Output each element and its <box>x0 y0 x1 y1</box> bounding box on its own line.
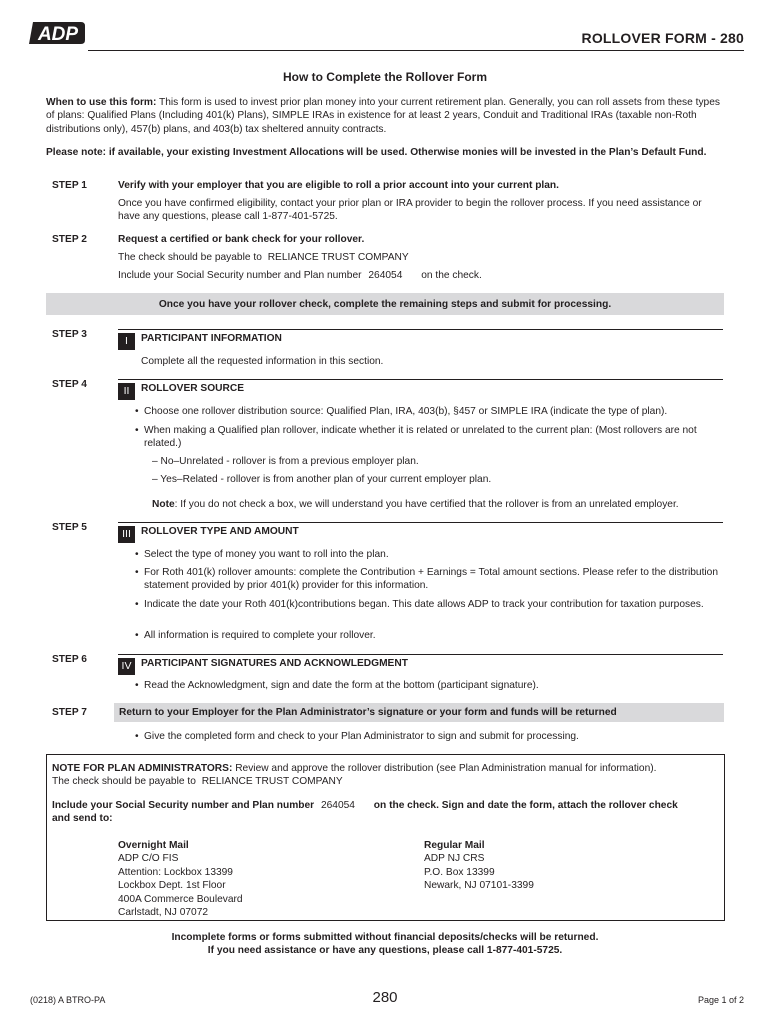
overnight-mail-address <box>118 839 368 920</box>
admin-plan-number: 264054 <box>320 800 355 811</box>
section-iii-numeral: III <box>118 526 135 543</box>
overnight-line: Lockbox Dept. 1st Floor <box>118 880 226 892</box>
step6-bullet1: • Read the Acknowledgment, sign and date the form at the bottom (participant signature). <box>144 679 724 692</box>
section-ii-numeral: II <box>118 383 135 400</box>
step4-bullet1: • Choose one rollover distribution source: Qualified Plan, IRA, 403(b), §457 or SIMPLE IRA (indicate the type of plan). <box>144 405 724 418</box>
step2-payee: RELIANCE TRUST COMPANY <box>267 252 409 263</box>
admin-payable-prefix: The check should be payable to <box>52 776 196 787</box>
section-iv-header <box>118 654 723 674</box>
section-iii-title: ROLLOVER TYPE AND AMOUNT <box>141 526 299 537</box>
footer-notice <box>0 931 770 958</box>
step5-bullet3: • Indicate the date your Roth 401(k)contributions began. This date allows ADP to track your contribution for taxation purposes. <box>144 598 724 611</box>
plan-administrator-box <box>46 754 725 921</box>
admin-send-to: and send to: <box>52 813 113 824</box>
admin-note-line <box>52 762 720 775</box>
page-number: 280 <box>372 989 398 1006</box>
step3-text: Complete all the requested information in this section. <box>141 356 384 367</box>
admin-payee: RELIANCE TRUST COMPANY <box>201 776 343 787</box>
step7-title-bar: Return to your Employer for the Plan Administrator’s signature or your form and funds will be returned <box>114 703 724 722</box>
section-i-title: PARTICIPANT INFORMATION <box>141 333 282 344</box>
step4-dash1: – No–Unrelated - rollover is from a previous employer plan. <box>152 456 419 467</box>
regular-line: P.O. Box 13399 <box>424 866 495 878</box>
regular-mail-address <box>424 839 674 893</box>
step4-note <box>152 498 724 511</box>
section-ii-header <box>118 379 723 399</box>
step1-title: Verify with your employer that you are eligible to roll a prior account into your current plan. <box>118 180 559 191</box>
step4-label: STEP 4 <box>52 379 87 390</box>
step2-title: Request a certified or bank check for your rollover. <box>118 234 365 245</box>
step2-include-prefix: Include your Social Security number and Plan number <box>118 270 362 281</box>
step5-label: STEP 5 <box>52 522 87 533</box>
page-heading: How to Complete the Rollover Form <box>282 70 487 84</box>
process-bar: Once you have your rollover check, complete the remaining steps and submit for processing. <box>46 293 724 315</box>
when-to-use-text: This form is used to invest prior plan money into your current retirement plan. Generally, you can roll assets from these types of plans: Qualified Plans (Including 401(k) Plans), SIMPLE IRAs in existence for at least 2 years, Conduit and Traditional IRAs (taxable non-Roth distributions only), 457(b) plans, and 403(b) tax sheltered annuity contracts. <box>46 97 720 135</box>
step2-label: STEP 2 <box>52 234 87 245</box>
admin-payable-line <box>52 775 343 788</box>
step4-bullet2: • When making a Qualified plan rollover, indicate whether it is related or unrelated to the current plan: (Most rollovers are not related.) <box>144 424 724 451</box>
please-note: Please note: if available, your existing Investment Allocations will be used. Otherwise monies will be invested in the Plan’s Default Fund. <box>46 147 707 158</box>
regular-line: ADP NJ CRS <box>424 853 485 865</box>
section-i-numeral: I <box>118 333 135 350</box>
page-of: Page 1 of 2 <box>697 995 744 1005</box>
step2-payable-line <box>118 251 723 264</box>
step4-note-label: Note <box>152 499 175 510</box>
adp-logo <box>27 18 87 48</box>
section-i-header <box>118 329 723 349</box>
overnight-line: Carlstadt, NJ 07072 <box>118 907 209 919</box>
logo-text: ADP <box>37 24 79 45</box>
step6-label: STEP 6 <box>52 654 87 665</box>
section-iv-title: PARTICIPANT SIGNATURES AND ACKNOWLEDGMENT <box>141 658 408 669</box>
form-title: ROLLOVER FORM - 280 <box>581 30 744 46</box>
step7-bullet1: • Give the completed form and check to your Plan Administrator to sign and submit for processing. <box>144 730 724 743</box>
overnight-line: 400A Commerce Boulevard <box>118 893 243 905</box>
step2-include-line <box>118 269 723 282</box>
section-ii-title: ROLLOVER SOURCE <box>141 383 245 394</box>
overnight-line: Attention: Lockbox 13399 <box>118 866 233 878</box>
step1-label: STEP 1 <box>52 180 87 191</box>
step4-dash2: – Yes–Related - rollover is from another plan of your current employer plan. <box>152 474 492 485</box>
regular-line: Newark, NJ 07101-3399 <box>424 880 534 892</box>
step7-label: STEP 7 <box>52 707 87 718</box>
step1-text: Once you have confirmed eligibility, contact your prior plan or IRA provider to begin the rollover process. If you need assistance or have any questions, please call 1-877-401-5725. <box>118 198 702 223</box>
when-to-use-paragraph <box>46 96 726 136</box>
step2-payable-prefix: The check should be payable to <box>118 252 262 263</box>
section-iv-numeral: IV <box>118 658 135 675</box>
step5-bullet1: • Select the type of money you want to roll into the plan. <box>144 548 724 561</box>
regular-mail-title: Regular Mail <box>424 840 485 851</box>
admin-include-line <box>52 799 720 812</box>
admin-include-suffix: on the check. Sign and date the form, attach the rollover check <box>373 800 678 811</box>
step5-bullet2: • For Roth 401(k) rollover amounts: complete the Contribution + Earnings = Total amount sections. Please refer to the distribution statement provided by prior 401(k) provider for this information. <box>144 566 724 593</box>
admin-note-text: Review and approve the rollover distribution (see Plan Administration manual for information). <box>232 763 657 774</box>
step3-label: STEP 3 <box>52 329 87 340</box>
footer-notice-line2: If you need assistance or have any questions, please call 1-877-401-5725. <box>207 945 563 957</box>
footer-notice-line1: Incomplete forms or forms submitted without financial deposits/checks will be returned. <box>171 932 599 943</box>
section-iii-header <box>118 522 723 542</box>
step5-bullet4: • All information is required to complete your rollover. <box>144 629 724 642</box>
when-to-use-label: When to use this form: <box>46 97 157 108</box>
overnight-line: ADP C/O FIS <box>118 853 179 865</box>
admin-include-prefix: Include your Social Security number and Plan number <box>52 800 315 811</box>
admin-note-label: NOTE FOR PLAN ADMINISTRATORS: <box>52 763 233 774</box>
form-code: (0218) A BTRO-PA <box>30 995 106 1005</box>
step2-include-suffix: on the check. <box>421 270 482 281</box>
header-rule <box>88 50 744 51</box>
overnight-mail-title: Overnight Mail <box>118 840 189 851</box>
step4-note-text: : If you do not check a box, we will understand you have certified that the rollover is from an unrelated employer. <box>174 499 679 510</box>
step2-plan-number: 264054 <box>368 270 403 281</box>
